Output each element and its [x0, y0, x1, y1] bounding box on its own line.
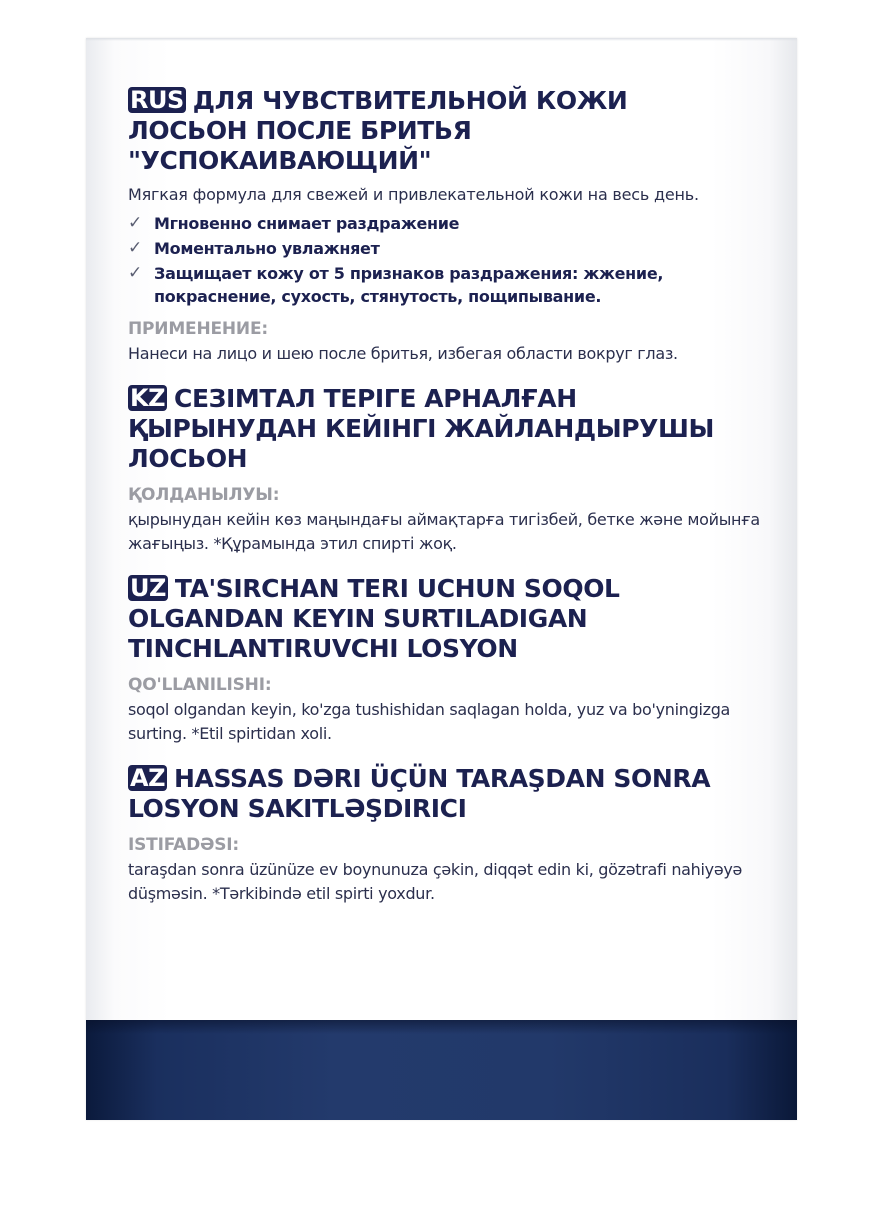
- benefit-text: Защищает кожу от 5 признаков раздражения: жжение, покраснение, сухость, стянутость, пощипывание.: [154, 264, 664, 306]
- list-item: [128, 262, 768, 308]
- box-top-edge: [86, 38, 797, 41]
- lang-badge-rus: RUS: [130, 86, 184, 114]
- check-icon: ✓: [128, 213, 142, 233]
- heading-text: TA'SIRCHAN TERI UCHUN SOQOL OLGANDAN KEYIN SURTILADIGAN TINCHLANTIRUVCHI LOSYON: [128, 574, 620, 663]
- list-item: [128, 237, 768, 260]
- usage-text: Нанеси на лицо и шею после бритья, избегая области вокруг глаз.: [128, 344, 678, 363]
- section-heading: [128, 86, 768, 176]
- product-box: [86, 38, 797, 1120]
- section-gap: [128, 746, 768, 764]
- section-gap: [128, 366, 768, 384]
- usage-title: ҚОЛДАНЫЛУЫ:: [128, 485, 280, 505]
- list-item: [128, 212, 768, 235]
- heading-text: СЕЗІМТАЛ ТЕРІГЕ АРНАЛҒАН ҚЫРЫНУДАН КЕЙІНГІ ЖАЙЛАНДЫРУШЫ ЛОСЬОН: [128, 384, 714, 473]
- section-uz: [128, 574, 768, 746]
- benefits-list: [128, 212, 768, 308]
- section-heading: [128, 764, 768, 824]
- usage-title: QO'LLANILISHI:: [128, 675, 272, 695]
- usage-text: soqol olgandan keyin, ko'zga tushishidan saqlagan holda, yuz va bo'yningizga surting. *Etil spirtidan xoli.: [128, 700, 731, 743]
- band-shadow: [86, 1020, 797, 1034]
- navy-bottom-band: [86, 1020, 797, 1120]
- usage-text: taraşdan sonra üzünüze ev boynunuza çəkin, diqqət edin ki, gözətrafi nahiyəyə düşməsin. *Tərkibində etil spirti yoxdur.: [128, 860, 743, 903]
- usage-title: ISTIFADƏSI:: [128, 835, 240, 855]
- benefit-text: Мгновенно снимает раздражение: [154, 214, 460, 233]
- section-rus: [128, 86, 768, 366]
- heading-line-1: ДЛЯ ЧУВСТВИТЕЛЬНОЙ КОЖИ: [192, 86, 628, 115]
- check-icon: ✓: [128, 238, 142, 258]
- heading-text: HASSAS DƏRI ÜÇÜN TARAŞDAN SONRA LOSYON SAKITLƏŞDIRICI: [128, 764, 711, 823]
- section-heading: [128, 384, 768, 474]
- intro-text: Мягкая формула для свежей и привлекательной кожи на весь день.: [128, 185, 699, 204]
- section-kz: [128, 384, 768, 556]
- check-icon: ✓: [128, 263, 142, 283]
- lang-badge-uz: UZ: [130, 574, 166, 602]
- heading-line-2: ЛОСЬОН ПОСЛЕ БРИТЬЯ "УСПОКАИВАЮЩИЙ": [128, 116, 472, 175]
- box-text-panel: [128, 86, 768, 906]
- usage-title: ПРИМЕНЕНИЕ:: [128, 319, 268, 339]
- section-heading: [128, 574, 768, 664]
- usage-text: қырынудан кейін көз маңындағы аймақтарға тигізбей, бетке және мойынға жағыңыз. *Құрамында этил спирті жоқ.: [128, 510, 760, 553]
- section-az: [128, 764, 768, 906]
- section-gap: [128, 556, 768, 574]
- benefit-text: Моментально увлажняет: [154, 239, 380, 258]
- lang-badge-az: AZ: [130, 764, 165, 792]
- lang-badge-kz: KZ: [130, 384, 165, 412]
